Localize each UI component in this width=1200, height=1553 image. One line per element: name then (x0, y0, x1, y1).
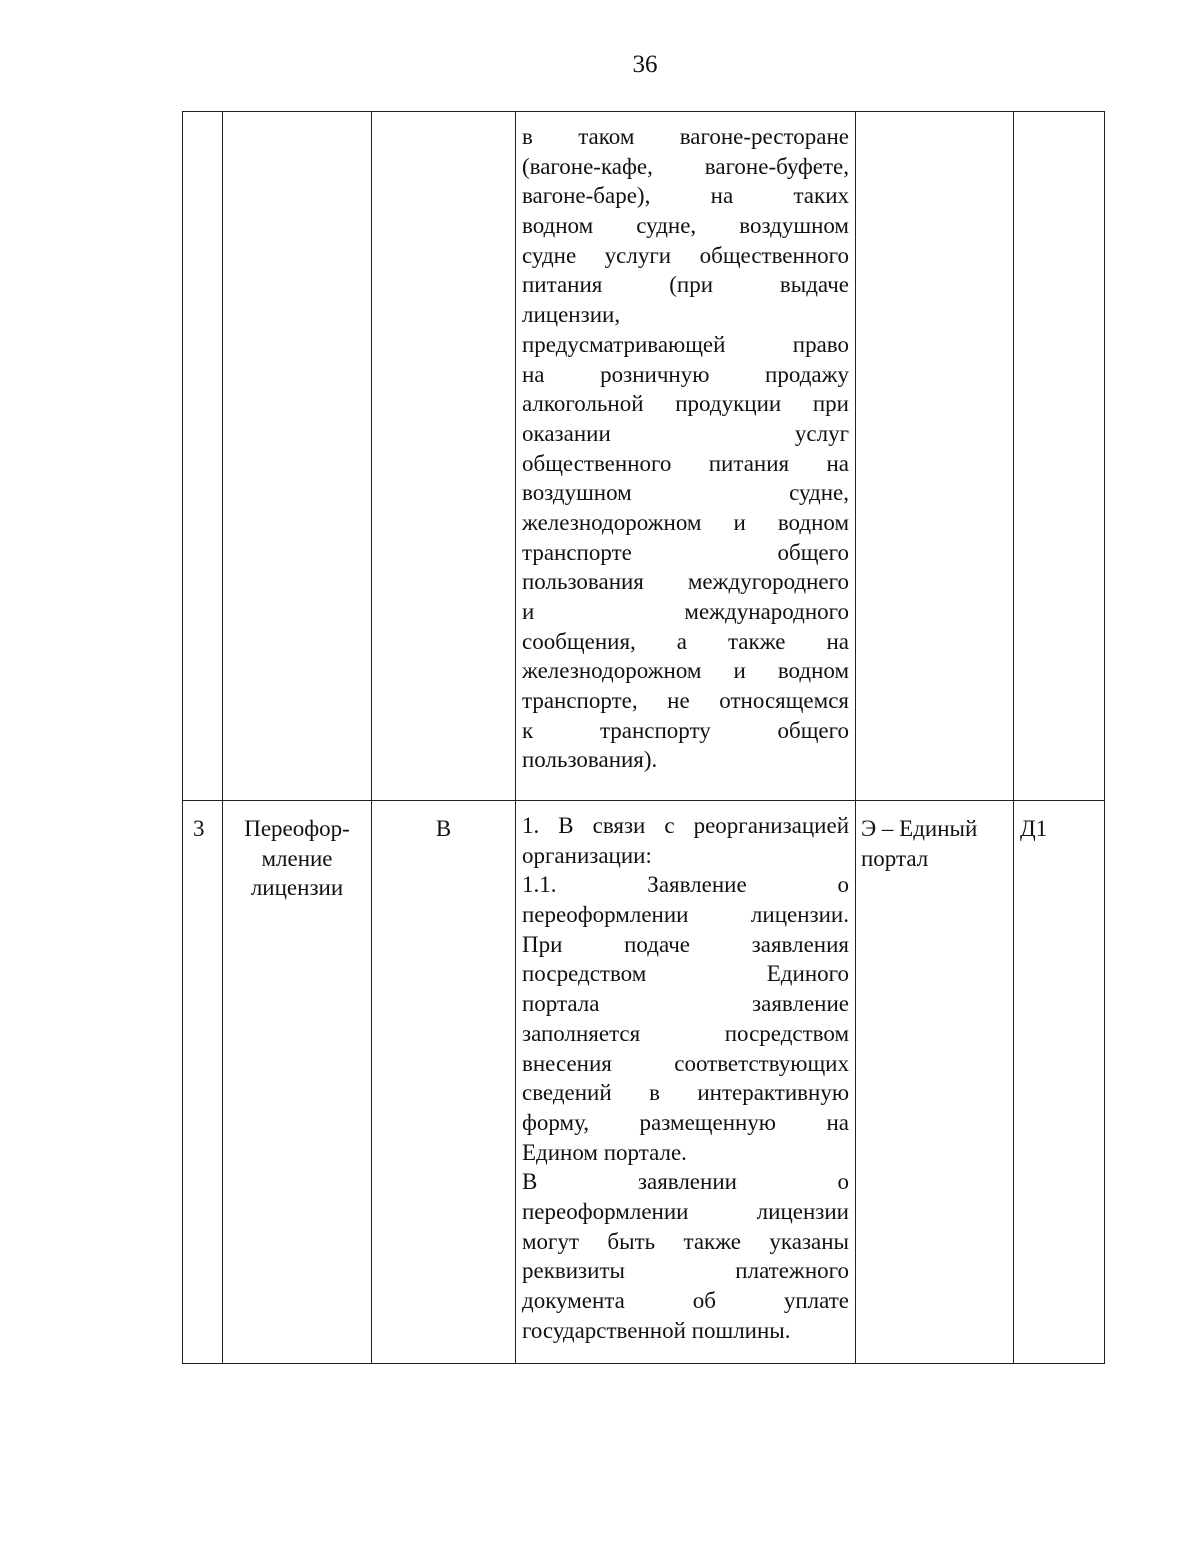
cell-service-name (223, 801, 372, 1364)
description-line: к транспорту общего (522, 717, 849, 743)
service-name-line: мление (261, 845, 333, 871)
service-name-line: лицензии (250, 875, 344, 901)
description-line: судне услуги общественного (522, 242, 849, 268)
description-line: общественного питания на (522, 450, 849, 476)
description-line: сведений в интерактивную (522, 1080, 849, 1106)
method-line: Э – Единый (861, 816, 978, 841)
cell-submission-method (856, 112, 1014, 801)
cell-document-code: Д1 (1014, 801, 1105, 1364)
license-procedures-table (182, 111, 1105, 1364)
description-line: посредством Единого (522, 961, 849, 987)
description-line: При подаче заявления (522, 931, 849, 957)
description-line: портала заявление (522, 991, 849, 1017)
cell-number: 3 (183, 801, 223, 1364)
cell-code (372, 112, 516, 801)
description-line: (вагоне-кафе, вагоне-буфете, (522, 153, 849, 179)
description-line: водном судне, воздушном (522, 213, 849, 239)
method-line: портал (861, 845, 929, 871)
description-line: 1.1. Заявление о (522, 872, 849, 898)
description-line: и международного (522, 599, 849, 624)
cell-description (516, 112, 856, 801)
description-line: воздушном судне, (522, 480, 849, 506)
description-line: Едином портале. (522, 1139, 687, 1165)
description-line: внесения соответствующих (522, 1050, 849, 1076)
description-line: переоформлении лицензии (522, 1198, 849, 1224)
cell-number (183, 112, 223, 801)
description-line: 1. В связи с реорганизацией (522, 813, 849, 838)
description-line: транспорте общего (522, 539, 849, 565)
description-line: транспорте, не относящемся (522, 688, 849, 714)
description-line: лицензии, (522, 302, 621, 328)
cell-code: В (372, 801, 516, 1364)
description-line: переоформлении лицензии. (522, 902, 849, 928)
description-line: в таком вагоне-ресторане (522, 124, 849, 149)
table-row (183, 112, 1105, 801)
description-line: государственной пошлины. (522, 1317, 791, 1343)
cell-service-name (223, 112, 372, 801)
description-line: организации: (522, 842, 652, 868)
description-line: железнодорожном и водном (522, 509, 849, 535)
description-line: предусматривающей право (522, 331, 849, 357)
description-line: на розничную продажу (522, 361, 849, 387)
cell-submission-method (856, 801, 1014, 1364)
table-row (183, 801, 1105, 1364)
description-line: питания (при выдаче (522, 272, 849, 298)
description-line: заполняется посредством (522, 1020, 849, 1046)
description-line: железнодорожном и водном (522, 658, 849, 684)
cell-description (516, 801, 856, 1364)
description-line: вагоне-баре), на таких (522, 183, 849, 209)
page-number: 36 (632, 51, 658, 78)
service-name-line: Переофор- (244, 816, 350, 841)
description-line: сообщения, а также на (522, 628, 849, 654)
cell-document-code (1014, 112, 1105, 801)
description-line: В заявлении о (522, 1169, 849, 1195)
description-line: пользования). (522, 747, 658, 773)
description-text (522, 811, 849, 1345)
description-line: оказании услуг (522, 420, 849, 446)
description-line: алкогольной продукции при (522, 391, 849, 417)
description-text (522, 122, 849, 775)
description-line: реквизиты платежного (522, 1258, 849, 1284)
description-line: пользования междугороднего (522, 569, 849, 595)
description-line: могут быть также указаны (522, 1228, 849, 1254)
description-line: форму, размещенную на (522, 1109, 849, 1135)
description-line: документа об уплате (522, 1288, 849, 1313)
